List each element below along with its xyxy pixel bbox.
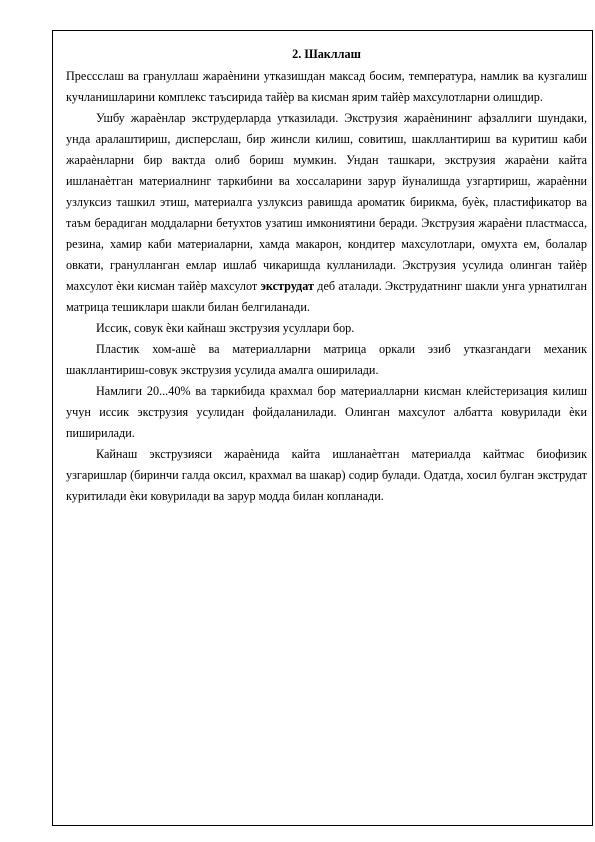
- paragraph-pressing-purpose: Прессслаш ва грануллаш жараѐнини утказишдан максад босим, температура, намлик ва кузгалиш кучланишларини комплекс таъсирида тайѐр ва кисман ярим тайѐр махсулотларни олишдир.: [66, 69, 587, 104]
- paragraph-cold-extrusion: Пластик хом-ашѐ ва материалларни матрица оркали эзиб утказгандаги механик шакллантириш-совук экструзия усулида амалга оширилади.: [66, 342, 587, 377]
- paragraph-boiling-extrusion: Кайнаш экструзияси жараѐнида кайта ишланаѐтган материалда кайтмас биофизик узгаришлар (биринчи галда оксил, крахмал ва шакар) содир булади. Одатда, хосил булган экструдат куритилади ѐки ковурилади ва зарур модда билан копланади.: [66, 447, 587, 503]
- document-body: [66, 44, 587, 507]
- paragraph-hot-extrusion: Намлиги 20...40% ва таркибида крахмал бор материалларни кисман клейстеризация килиш учун иссик экструзия усулидан фойдаланилади. Олинган махсулот албатта ковурилади ѐки пиширилади.: [66, 384, 587, 440]
- paragraph-extruder-process: [66, 108, 587, 318]
- paragraph-text: Ушбу жараѐнлар экструдерларда утказилади. Экструзия жараѐнининг афзаллиги шундаки, унда аралаштириш, дисперслаш, бир жинсли килиш, совитиш, шакллантириш ва куритиш каби жараѐнларни бир вактда олиб бориш мумкин. Ундан ташкари, экструзия жараѐни кайта ишланаѐтган материалнинг таркибини ва хоссаларини зарур йуналишда узгартириш, жараѐнни узлуксиз ташкил этиш, материалга узлуксиз равишда ароматик бирикма, буѐк, пластификатор ва таъм берадиган моддаларни бетухтов узатиш имкониятини беради. Экструзия жараѐни пластмасса, резина, хамир каби материаларни, хамда макарон, кондитер махсулотлари, омухта ем, болалар овкати, гранулланган емлар ишлаб чикаришда кулланилади. Экструзия усулида олинган тайѐр махсулот ѐки кисман тайѐр махсулот: [66, 111, 587, 293]
- term-extrudate: экструдат: [260, 279, 314, 293]
- paragraph-extrusion-methods: Иссик, совук ѐки кайнаш экструзия усуллари бор.: [96, 321, 355, 335]
- paragraph-text: деб аталади. Экструдатнинг шакли унга урнатилган матрица тешиклари шакли билан белгиланади.: [66, 279, 587, 314]
- section-heading: 2. Шакллаш: [292, 47, 361, 61]
